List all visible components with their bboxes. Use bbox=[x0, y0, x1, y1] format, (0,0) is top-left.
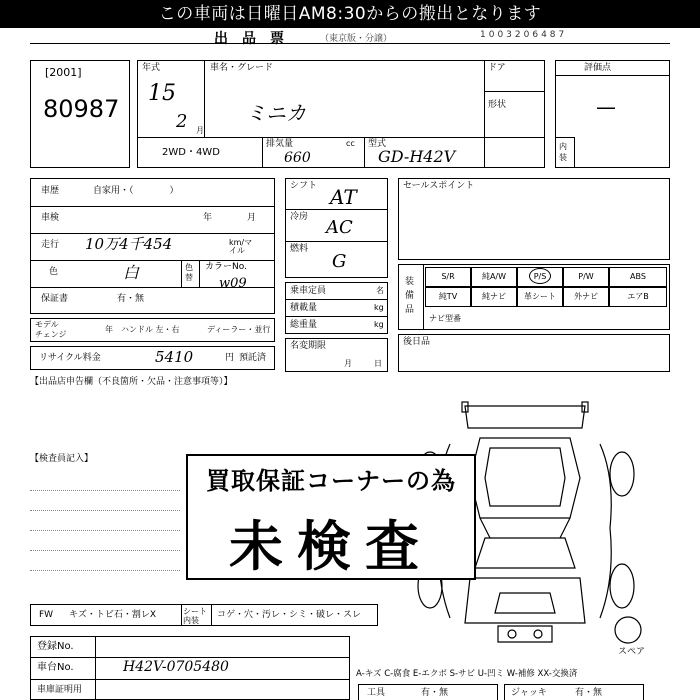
vehicle-box bbox=[137, 60, 545, 168]
name-label: 車名・グレード bbox=[210, 63, 274, 73]
divider bbox=[204, 61, 205, 137]
tools-value: 有・無 bbox=[421, 688, 449, 698]
year-era: 15 bbox=[148, 81, 176, 106]
ac-label: 冷房 bbox=[290, 212, 309, 222]
weight-unit: kg bbox=[374, 320, 384, 329]
jack-value: 有・無 bbox=[575, 688, 603, 698]
note-line bbox=[30, 570, 180, 571]
color-value: 白 bbox=[123, 263, 140, 282]
note-line bbox=[30, 550, 180, 551]
sales-point-label: セールスポイント bbox=[403, 181, 475, 191]
note-line bbox=[30, 490, 180, 491]
capacity-box bbox=[285, 282, 388, 334]
divider bbox=[31, 657, 349, 658]
shift-value: AT bbox=[330, 185, 357, 209]
equipment-box bbox=[398, 264, 670, 330]
weight-label: 総重量 bbox=[290, 320, 318, 330]
divider bbox=[181, 260, 182, 287]
name-value: ミニカ bbox=[246, 101, 306, 125]
history-value: 自家用・（ ） bbox=[93, 186, 179, 196]
rating-box bbox=[555, 60, 670, 168]
stamp-line2: 未検査 bbox=[229, 515, 433, 578]
spare-label: スペア bbox=[618, 647, 646, 657]
rear-item-label: 後日品 bbox=[403, 337, 431, 347]
shift-box bbox=[285, 178, 388, 278]
sheet-title: 出品票 bbox=[214, 31, 298, 47]
divider bbox=[484, 61, 485, 167]
divider bbox=[211, 605, 212, 625]
warranty-label: 保証書 bbox=[41, 294, 69, 304]
equipment-leather: 革シート bbox=[517, 287, 563, 307]
divider bbox=[262, 137, 263, 167]
interior-label: 内装 bbox=[559, 142, 567, 162]
divider bbox=[556, 75, 669, 76]
damage-legend: A-キズ C-腐食 E-エクボ S-サビ U-凹ミ W-補修 XX-交換済 bbox=[356, 669, 578, 679]
recycle-row bbox=[30, 346, 275, 370]
fuel-value: G bbox=[332, 251, 347, 272]
rating-label: 評価点 bbox=[584, 63, 612, 73]
model-change-row bbox=[30, 318, 275, 342]
name-change-label: 名変期限 bbox=[290, 341, 327, 351]
nav-model-label: ナビ型番 bbox=[429, 314, 461, 323]
divider bbox=[199, 260, 200, 287]
drive-label: 2WD・4WD bbox=[162, 147, 220, 158]
sales-point-box bbox=[398, 178, 670, 260]
name-change-month: 月 bbox=[344, 359, 352, 368]
history-label: 車歴 bbox=[41, 186, 60, 196]
displacement-label: 排気量 bbox=[266, 139, 294, 149]
equipment-ext-nav: 外ナビ bbox=[563, 287, 609, 307]
month-unit: 月 bbox=[196, 126, 204, 135]
ac-value: AC bbox=[326, 217, 353, 238]
name-change-box bbox=[285, 338, 388, 372]
equipment-sr: S/R bbox=[425, 267, 471, 287]
riders-label: 乗車定員 bbox=[290, 286, 327, 296]
cert-label: 車庫証明用 bbox=[37, 685, 83, 695]
sheet-code: 1003206487 bbox=[480, 30, 568, 40]
note-line bbox=[30, 510, 180, 511]
inspection-label: 車検 bbox=[41, 213, 60, 223]
color-code-label: カラーNo. bbox=[205, 262, 247, 272]
divider bbox=[286, 241, 387, 242]
shape-label: 形状 bbox=[488, 100, 507, 110]
model-change-label-2: チェンジ bbox=[35, 330, 67, 339]
divider bbox=[286, 209, 387, 210]
year-label: 年式 bbox=[142, 63, 161, 73]
chassis-value: H42V-0705480 bbox=[123, 659, 229, 675]
model-value: GD-H42V bbox=[378, 147, 456, 166]
mileage-label: 走行 bbox=[41, 240, 60, 250]
seller-notes-label: 【出品店申告欄（不良箇所・欠品・注意事項等）】 bbox=[30, 377, 233, 387]
equipment-abs: ABS bbox=[609, 267, 667, 287]
divider bbox=[286, 299, 387, 300]
rating-value: — bbox=[596, 95, 616, 119]
equipment-airbag: エアB bbox=[609, 287, 667, 307]
divider bbox=[574, 137, 575, 167]
mileage-value: 10万4千454 bbox=[85, 235, 173, 253]
jack-box bbox=[504, 684, 644, 700]
mileage-unit: km/マイル bbox=[229, 238, 253, 255]
recycle-value: 5410 bbox=[155, 348, 194, 366]
model-change-year-unit: 年 bbox=[105, 325, 113, 334]
seat-label: シート内装 bbox=[183, 607, 207, 625]
cc-unit: cc bbox=[346, 139, 355, 148]
seat-items: コゲ・穴・汚レ・シミ・破レ・スレ bbox=[217, 610, 362, 620]
color-label: 色 bbox=[49, 267, 59, 277]
registration-box bbox=[30, 636, 350, 700]
pickup-notice-banner: この車両は日曜日AM8:30からの搬出となります bbox=[0, 0, 700, 28]
lot-year-tag: [2001] bbox=[45, 66, 82, 79]
color-code-value: w09 bbox=[219, 276, 247, 291]
divider bbox=[181, 605, 182, 625]
divider bbox=[364, 137, 365, 167]
riders-unit: 名 bbox=[376, 286, 384, 295]
divider bbox=[31, 233, 274, 234]
tools-label: 工具 bbox=[367, 688, 386, 698]
load-unit: kg bbox=[374, 303, 384, 312]
name-change-day: 日 bbox=[374, 359, 382, 368]
divider bbox=[31, 260, 274, 261]
fw-items: キズ・トビ石・割レX bbox=[69, 610, 156, 620]
inspection-year-unit: 年 bbox=[203, 213, 213, 223]
divider bbox=[31, 206, 274, 207]
equipment-aw: 純A/W bbox=[471, 267, 517, 287]
inspector-label: 【検査員記入】 bbox=[30, 454, 94, 464]
equipment-ps: P/S bbox=[517, 267, 563, 287]
divider bbox=[556, 137, 574, 138]
note-line bbox=[30, 530, 180, 531]
dealer-label: ディーラー・並行 bbox=[207, 325, 271, 334]
displacement-value: 660 bbox=[284, 150, 311, 166]
divider bbox=[423, 265, 424, 329]
fw-row bbox=[30, 604, 378, 626]
divider bbox=[286, 316, 387, 317]
recycle-label: リサイクル料金 bbox=[39, 353, 101, 363]
model-change-label: モデル bbox=[35, 320, 59, 329]
history-box bbox=[30, 178, 275, 314]
recycle-unit: 円 bbox=[225, 353, 235, 363]
divider bbox=[31, 679, 349, 680]
divider bbox=[95, 637, 96, 699]
registration-label: 登録No. bbox=[37, 641, 74, 652]
jack-label: ジャッキ bbox=[511, 688, 547, 698]
load-label: 積載量 bbox=[290, 303, 318, 313]
fw-label: FW bbox=[39, 610, 54, 620]
equipment-nav: 純ナビ bbox=[471, 287, 517, 307]
sheet-subtitle: （東京版・分譲） bbox=[320, 34, 393, 44]
lot-box bbox=[30, 60, 130, 168]
rear-item-box bbox=[398, 334, 670, 372]
divider bbox=[484, 91, 544, 92]
fuel-label: 燃料 bbox=[290, 244, 309, 254]
inspection-month-unit: 月 bbox=[247, 213, 257, 223]
handle-label: ハンドル 左・右 bbox=[121, 325, 180, 334]
tools-box bbox=[358, 684, 498, 700]
recycle-deposit: 預託済 bbox=[239, 353, 267, 363]
equipment-label: 装備品 bbox=[405, 277, 415, 315]
lot-number: 80987 bbox=[43, 95, 120, 123]
shift-label: シフト bbox=[290, 181, 318, 191]
ps-circle-mark bbox=[529, 268, 551, 284]
door-label: ドア bbox=[488, 63, 506, 73]
model-label: 型式 bbox=[368, 139, 387, 149]
header-rule bbox=[30, 43, 670, 44]
color-change-label: 色替 bbox=[185, 263, 193, 282]
warranty-value: 有・無 bbox=[117, 294, 145, 304]
no-inspection-stamp bbox=[186, 454, 476, 580]
chassis-label: 車台No. bbox=[37, 662, 74, 673]
equipment-tv: 純TV bbox=[425, 287, 471, 307]
equipment-pw: P/W bbox=[563, 267, 609, 287]
stamp-line1: 買取保証コーナーの為 bbox=[206, 467, 456, 495]
year-month: 2 bbox=[176, 111, 188, 132]
